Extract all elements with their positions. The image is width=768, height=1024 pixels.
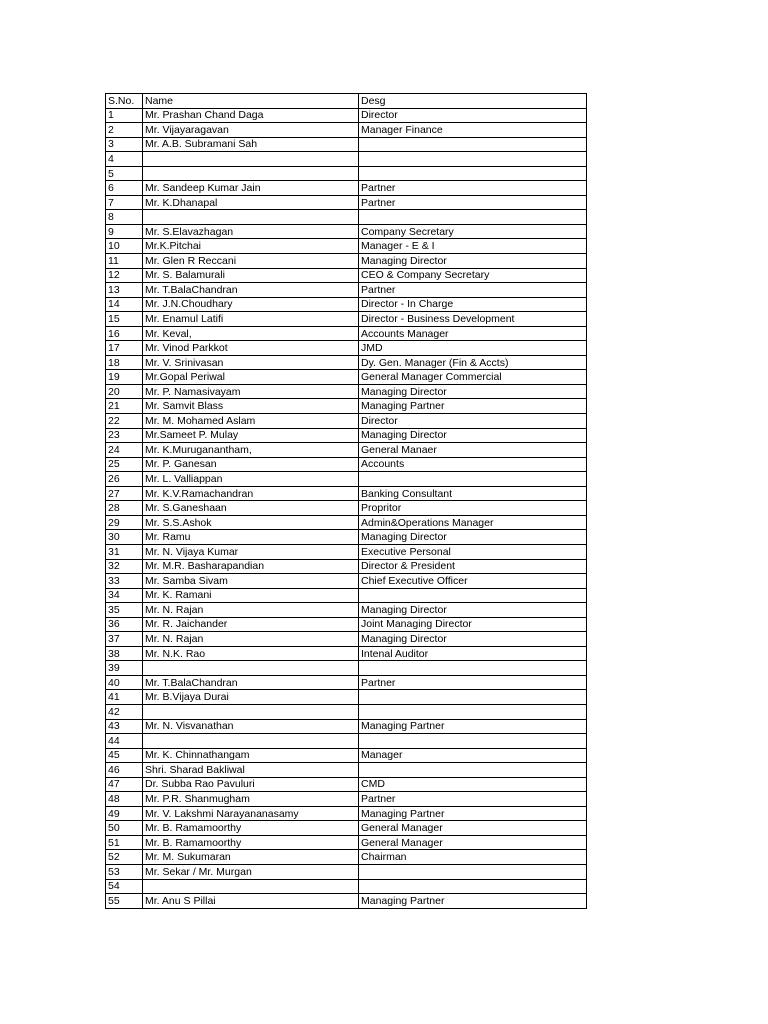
cell-sno: 8 (106, 210, 143, 225)
cell-sno: 25 (106, 457, 143, 472)
table-row (106, 370, 587, 385)
table-row (106, 355, 587, 370)
cell-name (143, 210, 359, 225)
table-row (106, 894, 587, 909)
table-row (106, 486, 587, 501)
cell-name: Mr.K.Pitchai (143, 239, 359, 254)
cell-sno: 39 (106, 661, 143, 676)
cell-sno: 37 (106, 632, 143, 647)
cell-sno: 3 (106, 137, 143, 152)
cell-desg: Director (359, 414, 587, 429)
cell-desg: Managing Director (359, 530, 587, 545)
cell-name (143, 166, 359, 181)
cell-sno: 24 (106, 443, 143, 458)
cell-sno: 54 (106, 879, 143, 894)
cell-sno: 31 (106, 544, 143, 559)
cell-desg: Partner (359, 195, 587, 210)
cell-sno: 6 (106, 181, 143, 196)
cell-name: Mr. Prashan Chand Daga (143, 108, 359, 123)
cell-sno: 19 (106, 370, 143, 385)
cell-desg: Company Secretary (359, 224, 587, 239)
table-row (106, 457, 587, 472)
table-row (106, 472, 587, 487)
cell-desg (359, 588, 587, 603)
cell-name: Mr. A.B. Subramani Sah (143, 137, 359, 152)
cell-desg: Managing Director (359, 254, 587, 269)
cell-desg: Partner (359, 792, 587, 807)
table-row (106, 690, 587, 705)
table-row (106, 588, 587, 603)
table-row (106, 254, 587, 269)
cell-desg: CEO & Company Secretary (359, 268, 587, 283)
cell-desg: Accounts (359, 457, 587, 472)
header-name: Name (143, 94, 359, 109)
cell-desg: JMD (359, 341, 587, 356)
cell-sno: 15 (106, 312, 143, 327)
cell-name: Mr. N.K. Rao (143, 646, 359, 661)
cell-name: Mr. N. Rajan (143, 632, 359, 647)
cell-sno: 48 (106, 792, 143, 807)
cell-sno: 41 (106, 690, 143, 705)
cell-sno: 47 (106, 777, 143, 792)
table-row (106, 399, 587, 414)
cell-name: Mr. M.R. Basharapandian (143, 559, 359, 574)
cell-name: Mr. T.BalaChandran (143, 283, 359, 298)
cell-desg: Manager (359, 748, 587, 763)
table-row (106, 603, 587, 618)
cell-desg: Managing Director (359, 603, 587, 618)
cell-name: Mr.Gopal Periwal (143, 370, 359, 385)
cell-name: Mr. Vinod Parkkot (143, 341, 359, 356)
cell-desg: Chief Executive Officer (359, 574, 587, 589)
cell-desg (359, 690, 587, 705)
table-row (106, 210, 587, 225)
cell-sno: 49 (106, 806, 143, 821)
cell-sno: 50 (106, 821, 143, 836)
table-row (106, 850, 587, 865)
cell-desg: Intenal Auditor (359, 646, 587, 661)
cell-desg (359, 864, 587, 879)
cell-desg (359, 704, 587, 719)
cell-name (143, 152, 359, 167)
table-row (106, 806, 587, 821)
cell-name: Mr. P. Namasivayam (143, 384, 359, 399)
table-row (106, 108, 587, 123)
table-row (106, 675, 587, 690)
table-row (106, 268, 587, 283)
cell-name: Mr. K. Chinnathangam (143, 748, 359, 763)
table-row (106, 341, 587, 356)
cell-sno: 52 (106, 850, 143, 865)
table-row (106, 326, 587, 341)
cell-name: Mr. Vijayaragavan (143, 123, 359, 138)
table-row (106, 224, 587, 239)
cell-desg: Partner (359, 283, 587, 298)
cell-name: Mr. P.R. Shanmugham (143, 792, 359, 807)
cell-name: Mr. B.Vijaya Durai (143, 690, 359, 705)
cell-sno: 30 (106, 530, 143, 545)
table-row (106, 515, 587, 530)
table-row (106, 414, 587, 429)
cell-sno: 32 (106, 559, 143, 574)
table-row (106, 734, 587, 749)
cell-name: Mr.Sameet P. Mulay (143, 428, 359, 443)
cell-name: Mr. V. Srinivasan (143, 355, 359, 370)
cell-name: Mr. Anu S Pillai (143, 894, 359, 909)
cell-desg: Managing Partner (359, 894, 587, 909)
cell-name: Mr. Ramu (143, 530, 359, 545)
cell-sno: 14 (106, 297, 143, 312)
cell-sno: 51 (106, 835, 143, 850)
cell-sno: 55 (106, 894, 143, 909)
cell-desg (359, 879, 587, 894)
cell-desg: Admin&Operations Manager (359, 515, 587, 530)
cell-name: Mr. Sekar / Mr. Murgan (143, 864, 359, 879)
table-row (106, 443, 587, 458)
table-row (106, 297, 587, 312)
cell-name (143, 734, 359, 749)
table-row (106, 312, 587, 327)
cell-sno: 13 (106, 283, 143, 298)
table-row (106, 821, 587, 836)
cell-name: Dr. Subba Rao Pavuluri (143, 777, 359, 792)
cell-desg: Propritor (359, 501, 587, 516)
cell-name: Mr. V. Lakshmi Narayananasamy (143, 806, 359, 821)
table-row (106, 835, 587, 850)
cell-name (143, 879, 359, 894)
cell-sno: 26 (106, 472, 143, 487)
cell-sno: 43 (106, 719, 143, 734)
cell-desg: CMD (359, 777, 587, 792)
cell-desg: Director - Business Development (359, 312, 587, 327)
cell-desg: Managing Director (359, 384, 587, 399)
table-row (106, 719, 587, 734)
cell-desg: Director - In Charge (359, 297, 587, 312)
table-row (106, 661, 587, 676)
cell-desg (359, 472, 587, 487)
table-row (106, 792, 587, 807)
cell-sno: 12 (106, 268, 143, 283)
cell-desg: Managing Director (359, 428, 587, 443)
cell-sno: 53 (106, 864, 143, 879)
cell-sno: 45 (106, 748, 143, 763)
cell-desg: Director (359, 108, 587, 123)
cell-sno: 7 (106, 195, 143, 210)
table-row (106, 704, 587, 719)
cell-desg: Joint Managing Director (359, 617, 587, 632)
cell-desg: General Manaer (359, 443, 587, 458)
table-row (106, 763, 587, 778)
cell-sno: 35 (106, 603, 143, 618)
cell-sno: 46 (106, 763, 143, 778)
cell-desg: General Manager Commercial (359, 370, 587, 385)
table-row (106, 501, 587, 516)
table-row (106, 283, 587, 298)
cell-name: Mr. N. Rajan (143, 603, 359, 618)
table-row (106, 617, 587, 632)
cell-desg (359, 166, 587, 181)
table-row (106, 879, 587, 894)
table-row (106, 239, 587, 254)
cell-name: Mr. M. Mohamed Aslam (143, 414, 359, 429)
cell-desg: Managing Director (359, 632, 587, 647)
cell-name: Mr. Samvit Blass (143, 399, 359, 414)
table-row (106, 152, 587, 167)
cell-desg (359, 734, 587, 749)
cell-sno: 5 (106, 166, 143, 181)
cell-name: Mr. S. Balamurali (143, 268, 359, 283)
cell-name: Mr. N. Visvanathan (143, 719, 359, 734)
cell-name: Mr. B. Ramamoorthy (143, 835, 359, 850)
table-row (106, 748, 587, 763)
cell-sno: 36 (106, 617, 143, 632)
table-row (106, 559, 587, 574)
table-row (106, 632, 587, 647)
cell-name: Mr. L. Valliappan (143, 472, 359, 487)
table-row (106, 428, 587, 443)
cell-desg (359, 210, 587, 225)
cell-sno: 23 (106, 428, 143, 443)
cell-desg: Manager - E & I (359, 239, 587, 254)
cell-name: Mr. N. Vijaya Kumar (143, 544, 359, 559)
cell-desg: Managing Partner (359, 399, 587, 414)
cell-name: Mr. Keval, (143, 326, 359, 341)
cell-desg (359, 152, 587, 167)
cell-sno: 27 (106, 486, 143, 501)
cell-desg (359, 763, 587, 778)
cell-name: Mr. R. Jaichander (143, 617, 359, 632)
cell-desg: Manager Finance (359, 123, 587, 138)
cell-name: Mr. M. Sukumaran (143, 850, 359, 865)
cell-name: Mr. P. Ganesan (143, 457, 359, 472)
cell-name: Shri. Sharad Bakliwal (143, 763, 359, 778)
cell-sno: 22 (106, 414, 143, 429)
cell-desg: Chairman (359, 850, 587, 865)
table-body (106, 94, 587, 909)
cell-sno: 28 (106, 501, 143, 516)
cell-desg: Dy. Gen. Manager (Fin & Accts) (359, 355, 587, 370)
contacts-table (105, 93, 587, 909)
cell-desg: Partner (359, 181, 587, 196)
cell-desg: Managing Partner (359, 719, 587, 734)
cell-name: Mr. S.S.Ashok (143, 515, 359, 530)
table-row (106, 574, 587, 589)
cell-sno: 42 (106, 704, 143, 719)
cell-name (143, 704, 359, 719)
cell-sno: 2 (106, 123, 143, 138)
cell-name: Mr. S.Ganeshaan (143, 501, 359, 516)
cell-sno: 16 (106, 326, 143, 341)
cell-name: Mr. K.Dhanapal (143, 195, 359, 210)
cell-sno: 40 (106, 675, 143, 690)
cell-desg (359, 661, 587, 676)
cell-name: Mr. Samba Sivam (143, 574, 359, 589)
cell-name: Mr. K.V.Ramachandran (143, 486, 359, 501)
cell-name: Mr. Enamul Latifi (143, 312, 359, 327)
cell-desg: General Manager (359, 835, 587, 850)
cell-desg: Executive Personal (359, 544, 587, 559)
table-row (106, 384, 587, 399)
cell-name (143, 661, 359, 676)
header-sno: S.No. (106, 94, 143, 109)
table-row (106, 166, 587, 181)
cell-name: Mr. K.Muruganantham, (143, 443, 359, 458)
cell-sno: 17 (106, 341, 143, 356)
cell-sno: 11 (106, 254, 143, 269)
cell-sno: 34 (106, 588, 143, 603)
table-row (106, 864, 587, 879)
cell-sno: 33 (106, 574, 143, 589)
cell-sno: 10 (106, 239, 143, 254)
cell-name: Mr. K. Ramani (143, 588, 359, 603)
cell-desg: Accounts Manager (359, 326, 587, 341)
cell-sno: 1 (106, 108, 143, 123)
cell-name: Mr. B. Ramamoorthy (143, 821, 359, 836)
cell-sno: 29 (106, 515, 143, 530)
cell-name: Mr. Glen R Reccani (143, 254, 359, 269)
table-row (106, 646, 587, 661)
cell-name: Mr. J.N.Choudhary (143, 297, 359, 312)
table-row (106, 181, 587, 196)
cell-desg: Banking Consultant (359, 486, 587, 501)
table-row (106, 195, 587, 210)
cell-sno: 44 (106, 734, 143, 749)
header-row (106, 94, 587, 109)
cell-name: Mr. T.BalaChandran (143, 675, 359, 690)
cell-desg: Partner (359, 675, 587, 690)
cell-desg: General Manager (359, 821, 587, 836)
table-row (106, 544, 587, 559)
cell-sno: 9 (106, 224, 143, 239)
cell-sno: 4 (106, 152, 143, 167)
cell-name: Mr. S.Elavazhagan (143, 224, 359, 239)
cell-sno: 38 (106, 646, 143, 661)
table-row (106, 777, 587, 792)
cell-sno: 20 (106, 384, 143, 399)
table-row (106, 123, 587, 138)
cell-desg (359, 137, 587, 152)
table-row (106, 137, 587, 152)
cell-desg: Director & President (359, 559, 587, 574)
table-row (106, 530, 587, 545)
header-desg: Desg (359, 94, 587, 109)
cell-sno: 18 (106, 355, 143, 370)
cell-name: Mr. Sandeep Kumar Jain (143, 181, 359, 196)
cell-desg: Managing Partner (359, 806, 587, 821)
cell-sno: 21 (106, 399, 143, 414)
